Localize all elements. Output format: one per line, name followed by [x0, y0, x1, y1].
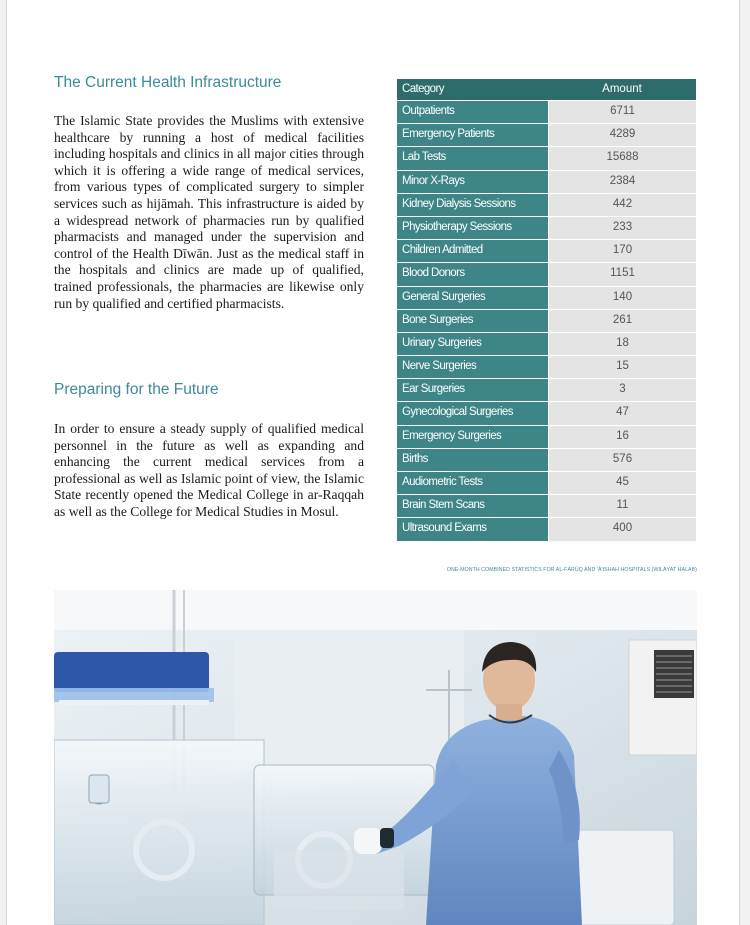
table-cell-category: Outpatients [397, 101, 548, 123]
table-cell-category: Children Admitted [397, 240, 548, 262]
table-cell-amount: 261 [548, 310, 696, 332]
section-body-health-infrastructure: The Islamic State provides the Muslims with extensive healthcare by running a host of medical facilities including hospitals and clinics in all major cities through which it is offering a wide range of medical services, from various types of complicated surgery to simpler services such as hijāmah. This infrastructure is aided by a widespread network of pharmacies run by qualified pharmacists and managed under the supervision and control of the Health Dīwān. Just as the medical staff in the hospitals and clinics are made up of qualified, trained professionals, the pharmacies are likewise only run by qualified and certified pharmacists. [54, 113, 364, 311]
table-cell-amount: 2384 [548, 171, 696, 193]
table-row [397, 448, 696, 471]
table-cell-amount: 140 [548, 287, 696, 309]
table-cell-amount: 18 [548, 333, 696, 355]
table-row [397, 146, 696, 169]
section-body-future: In order to ensure a steady supply of qualified medical personnel in the future as well as expanding and enhancing the current medical services from a professional as well as Islamic point of view, the Islamic State recently opened the Medical College in ar-Raqqah as well as the College for Medical Studies in Mosul. [54, 421, 364, 519]
table-row [397, 262, 696, 285]
table-row [397, 517, 696, 540]
table-caption: ONE-MONTH COMBINED STATISTICS FOR AL-FĀRŪQ AND 'Ā'ISHAH HOSPITALS (WILĀYAT HALAB) [446, 567, 697, 573]
photo-illustration [54, 590, 697, 925]
table-row [397, 170, 696, 193]
table-cell-category: Brain Stem Scans [397, 495, 548, 517]
table-cell-category: Blood Donors [397, 263, 548, 285]
table-cell-amount: 1151 [548, 263, 696, 285]
table-cell-amount: 576 [548, 449, 696, 471]
table-row [397, 378, 696, 401]
statistics-table [397, 79, 696, 541]
table-row [397, 355, 696, 378]
table-row [397, 239, 696, 262]
table-cell-category: Minor X-Rays [397, 171, 548, 193]
table-row [397, 425, 696, 448]
table-cell-category: General Surgeries [397, 287, 548, 309]
table-cell-amount: 442 [548, 194, 696, 216]
table-cell-category: Ultrasound Exams [397, 518, 548, 540]
table-cell-category: Nerve Surgeries [397, 356, 548, 378]
table-cell-amount: 4289 [548, 124, 696, 146]
document-page [6, 0, 740, 925]
table-cell-amount: 170 [548, 240, 696, 262]
table-cell-category: Urinary Surgeries [397, 333, 548, 355]
table-header-amount: Amount [602, 83, 642, 95]
table-cell-amount: 400 [548, 518, 696, 540]
table-cell-amount: 3 [548, 379, 696, 401]
table-row [397, 401, 696, 424]
table-row [397, 193, 696, 216]
table-cell-category: Physiotherapy Sessions [397, 217, 548, 239]
table-cell-category: Bone Surgeries [397, 310, 548, 332]
table-cell-amount: 45 [548, 472, 696, 494]
table-row [397, 123, 696, 146]
medical-worker-photo [54, 590, 697, 925]
table-body [397, 100, 696, 541]
section-heading-health-infrastructure: The Current Health Infrastructure [54, 74, 282, 91]
table-cell-category: Births [397, 449, 548, 471]
table-row [397, 100, 696, 123]
table-row [397, 309, 696, 332]
section-heading-future: Preparing for the Future [54, 381, 219, 398]
table-row [397, 471, 696, 494]
table-cell-category: Kidney Dialysis Sessions [397, 194, 548, 216]
table-cell-amount: 11 [548, 495, 696, 517]
table-cell-category: Audiometric Tests [397, 472, 548, 494]
table-cell-amount: 15 [548, 356, 696, 378]
table-cell-category: Gynecological Surgeries [397, 402, 548, 424]
table-cell-amount: 15688 [548, 147, 696, 169]
table-cell-category: Lab Tests [397, 147, 548, 169]
table-header-category: Category [402, 83, 444, 95]
table-header-row [397, 79, 696, 100]
table-row [397, 216, 696, 239]
table-cell-category: Emergency Patients [397, 124, 548, 146]
table-cell-category: Emergency Surgeries [397, 426, 548, 448]
table-cell-amount: 16 [548, 426, 696, 448]
table-cell-amount: 47 [548, 402, 696, 424]
table-cell-amount: 6711 [548, 101, 696, 123]
table-row [397, 494, 696, 517]
table-row [397, 332, 696, 355]
table-row [397, 286, 696, 309]
table-cell-amount: 233 [548, 217, 696, 239]
table-cell-category: Ear Surgeries [397, 379, 548, 401]
